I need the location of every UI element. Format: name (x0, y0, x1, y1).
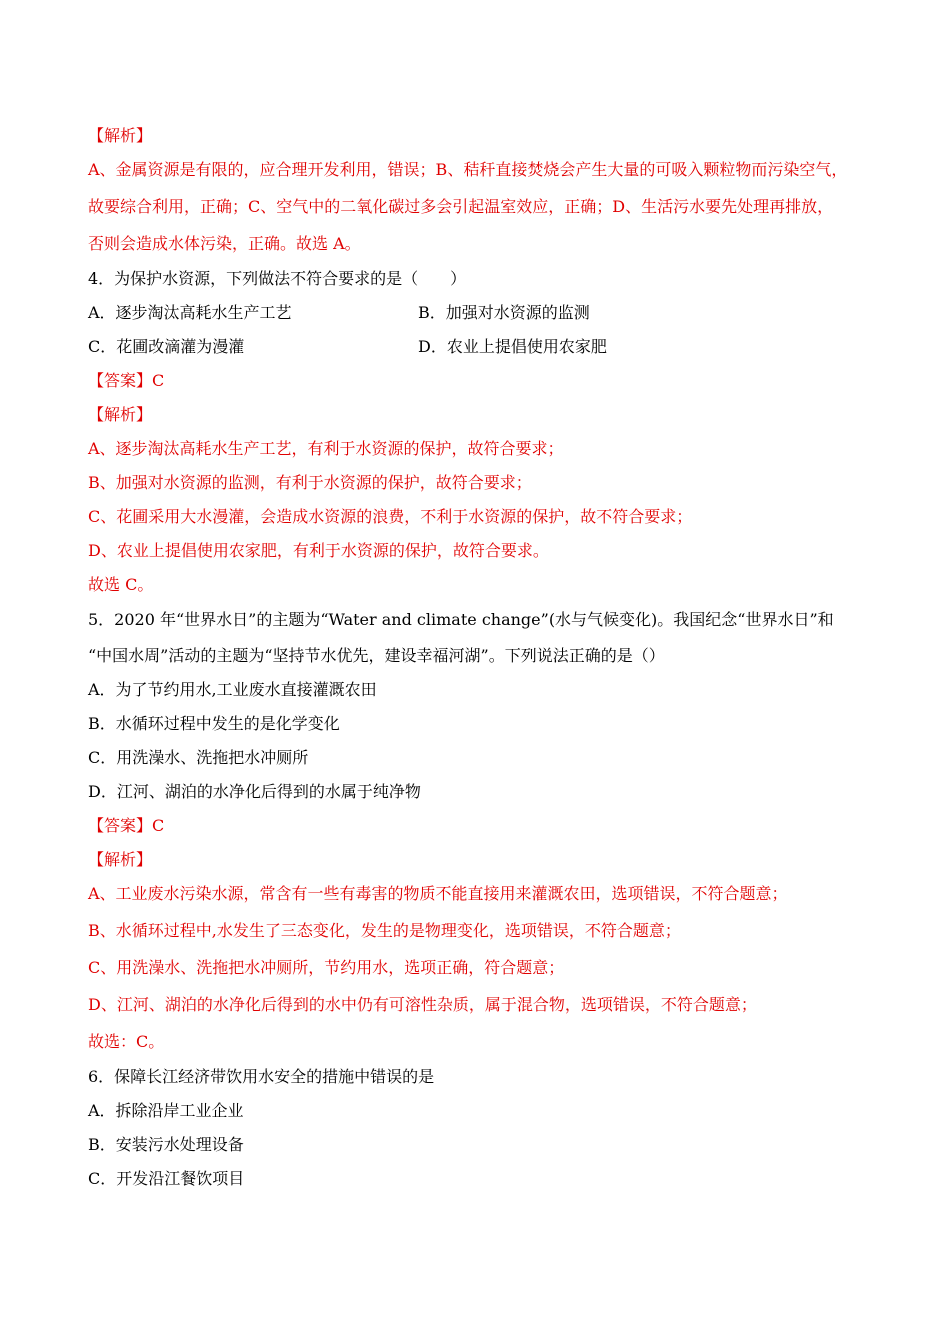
q4-conclusion: 故选 C。 (88, 575, 154, 594)
q5-question-line2: “中国水周”活动的主题为“坚持节水优先，建设幸福河湖”。下列说法正确的是（） (88, 646, 665, 665)
q5-conclusion: 故选：C。 (88, 1032, 165, 1051)
q6-question: 6．保障长江经济带饮用水安全的措施中错误的是 (88, 1067, 435, 1086)
q4-option-d: D．农业上提倡使用农家肥 (418, 337, 607, 356)
q4-analysis-line: C、花圃采用大水漫灌，会造成水资源的浪费，不利于水资源的保护，故不符合要求； (88, 507, 693, 526)
q6-option-a: A．拆除沿岸工业企业 (88, 1101, 244, 1120)
q6-option-c: C．开发沿江餐饮项目 (88, 1169, 245, 1188)
q4-option-a: A．逐步淘汰高耗水生产工艺 (88, 303, 292, 322)
q5-option-d: D．江河、湖泊的水净化后得到的水属于纯净物 (88, 782, 421, 801)
q3-analysis-line: A、金属资源是有限的，应合理开发利用，错误；B、秸秆直接焚烧会产生大量的可吸入颗粒物而污染空气， (88, 160, 848, 179)
q5-analysis-line: B、水循环过程中,水发生了三态变化，发生的是物理变化，选项错误，不符合题意； (88, 921, 681, 940)
q5-option-a: A．为了节约用水,工业废水直接灌溉农田 (88, 680, 377, 699)
q5-analysis-line: C、用洗澡水、洗拖把水冲厕所，节约用水，选项正确，符合题意； (88, 958, 565, 977)
q5-option-c: C．用洗澡水、洗拖把水冲厕所 (88, 748, 309, 767)
q4-option-b: B．加强对水资源的监测 (418, 303, 590, 322)
q5-analysis-tag: 【解析】 (88, 850, 153, 869)
q5-question-line1: 5．2020 年“世界水日”的主题为“Water and climate change”(水与气候变化)。我国纪念“世界水日”和 (88, 610, 834, 629)
q3-analysis-tag: 【解析】 (88, 126, 153, 145)
q6-option-b: B．安装污水处理设备 (88, 1135, 244, 1154)
q4-answer: 【答案】C (88, 371, 165, 390)
q4-option-c: C．花圃改滴灌为漫灌 (88, 337, 245, 356)
q4-analysis-line: A、逐步淘汰高耗水生产工艺，有利于水资源的保护，故符合要求； (88, 439, 564, 458)
q5-analysis-line: A、工业废水污染水源，常含有一些有毒害的物质不能直接用来灌溉农田，选项错误，不符合题意； (88, 884, 788, 903)
q4-analysis-line: B、加强对水资源的监测，有利于水资源的保护，故符合要求； (88, 473, 532, 492)
q3-analysis-line: 故要综合利用，正确；C、空气中的二氧化碳过多会引起温室效应，正确；D、生活污水要先处理再排放， (88, 197, 834, 216)
q4-analysis-tag: 【解析】 (88, 405, 153, 424)
q4-analysis-line: D、农业上提倡使用农家肥，有利于水资源的保护，故符合要求。 (88, 541, 549, 560)
q5-option-b: B．水循环过程中发生的是化学变化 (88, 714, 340, 733)
q3-analysis-line: 否则会造成水体污染，正确。故选 A。 (88, 234, 361, 253)
q5-answer: 【答案】C (88, 816, 165, 835)
q5-analysis-line: D、江河、湖泊的水净化后得到的水中仍有可溶性杂质，属于混合物，选项错误，不符合题意； (88, 995, 757, 1014)
q4-question: 4．为保护水资源，下列做法不符合要求的是（ ） (88, 269, 467, 288)
